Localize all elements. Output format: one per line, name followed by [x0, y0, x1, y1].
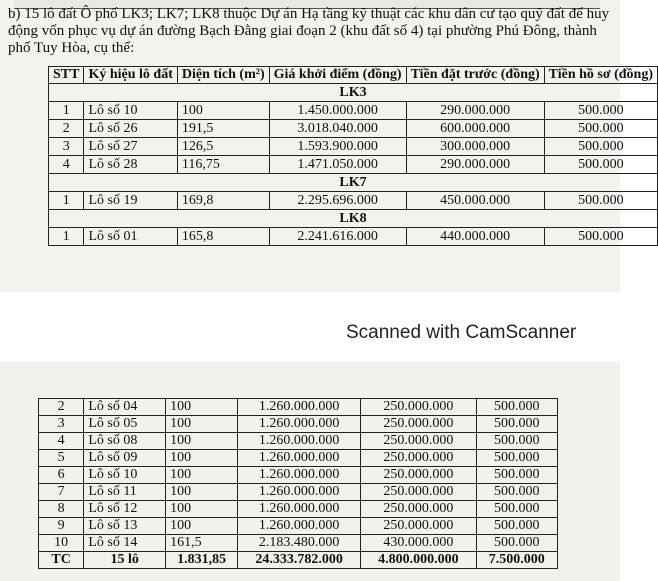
cell-lot: Lô số 13	[84, 518, 166, 535]
cell-deposit: 250.000.000	[361, 484, 476, 501]
cell-stt: 1	[49, 192, 84, 210]
cell-fee: 500.000	[544, 228, 657, 246]
cell-price: 1.260.000.000	[238, 518, 361, 535]
cell-stt: 4	[49, 156, 84, 174]
cell-lot: Lô số 14	[84, 535, 166, 552]
table-row	[39, 433, 558, 450]
cell-stt: 10	[39, 535, 84, 552]
cell-price: 1.260.000.000	[238, 484, 361, 501]
cell-area: 100	[166, 433, 238, 450]
intro-paragraph: b) 15 lô đất Ô phố LK3; LK7; LK8 thuộc Dự án Hạ tầng kỹ thuật các khu dân cư tạo quỹ đất để huy động vốn phục vụ dự án đường Bạch Đằng giai đoạn 2 (khu đất số 4) tại phường Phú Đông, thành phố Tuy Hòa, cụ thể:	[8, 6, 610, 56]
cell-area: 1.831,85	[166, 552, 238, 569]
cell-deposit: 250.000.000	[361, 433, 476, 450]
table-body	[49, 84, 658, 246]
cell-lot: Lô số 09	[84, 450, 166, 467]
table-row	[49, 156, 658, 174]
cell-deposit: 250.000.000	[361, 518, 476, 535]
cell-price: 1.471.050.000	[269, 156, 406, 174]
cell-lot: Lô số 27	[84, 138, 177, 156]
cell-fee: 500.000	[476, 433, 557, 450]
cell-deposit: 250.000.000	[361, 399, 476, 416]
cell-fee: 500.000	[544, 102, 657, 120]
table-row	[39, 484, 558, 501]
cell-area: 100	[166, 518, 238, 535]
cell-deposit: 290.000.000	[406, 156, 544, 174]
cell-area: 191,5	[177, 120, 269, 138]
cell-stt: 9	[39, 518, 84, 535]
cell-deposit: 450.000.000	[406, 192, 544, 210]
cell-fee: 500.000	[476, 399, 557, 416]
cell-deposit: 4.800.000.000	[361, 552, 476, 569]
cell-price: 1.260.000.000	[238, 416, 361, 433]
cell-price: 2.295.696.000	[269, 192, 406, 210]
cell-price: 1.260.000.000	[238, 467, 361, 484]
table-row	[39, 416, 558, 433]
cell-fee: 500.000	[544, 120, 657, 138]
cell-lot: Lô số 01	[84, 228, 177, 246]
cell-area: 100	[166, 467, 238, 484]
cell-stt: 2	[39, 399, 84, 416]
cell-area: 165,8	[177, 228, 269, 246]
total-row	[39, 552, 558, 569]
table-row	[39, 501, 558, 518]
cell-stt: 7	[39, 484, 84, 501]
cell-stt: 1	[49, 102, 84, 120]
cell-price: 1.260.000.000	[238, 450, 361, 467]
group-row	[49, 84, 658, 102]
cell-fee: 500.000	[476, 416, 557, 433]
cell-lot: Lô số 26	[84, 120, 177, 138]
header-fee: Tiền hồ sơ (đồng)	[544, 67, 657, 84]
cell-deposit: 300.000.000	[406, 138, 544, 156]
cell-price: 3.018.040.000	[269, 120, 406, 138]
cell-fee: 500.000	[476, 501, 557, 518]
cell-area: 100	[166, 399, 238, 416]
table-row	[39, 467, 558, 484]
table-header-row	[49, 67, 658, 84]
cell-stt: 6	[39, 467, 84, 484]
scan-page-bottom	[0, 362, 620, 581]
cell-area: 100	[166, 484, 238, 501]
cell-price: 24.333.782.000	[238, 552, 361, 569]
cell-stt: TC	[39, 552, 84, 569]
cell-price: 1.260.000.000	[238, 433, 361, 450]
cell-lot: Lô số 04	[84, 399, 166, 416]
cell-fee: 500.000	[476, 467, 557, 484]
lot-table-bottom	[38, 398, 558, 569]
cell-fee: 500.000	[476, 484, 557, 501]
cell-lot: 15 lô	[84, 552, 166, 569]
cell-area: 169,8	[177, 192, 269, 210]
table-row	[39, 535, 558, 552]
header-deposit: Tiền đặt trước (đồng)	[406, 67, 544, 84]
group-label: LK7	[49, 174, 658, 192]
cell-stt: 4	[39, 433, 84, 450]
cell-stt: 5	[39, 450, 84, 467]
cell-stt: 2	[49, 120, 84, 138]
cell-deposit: 600.000.000	[406, 120, 544, 138]
group-row	[49, 210, 658, 228]
cell-stt: 3	[49, 138, 84, 156]
cell-area: 100	[177, 102, 269, 120]
cell-lot: Lô số 19	[84, 192, 177, 210]
cell-price: 1.450.000.000	[269, 102, 406, 120]
watermark-text: Scanned with CamScanner	[346, 322, 577, 343]
cell-fee: 500.000	[544, 192, 657, 210]
cell-fee: 500.000	[476, 450, 557, 467]
cell-lot: Lô số 11	[84, 484, 166, 501]
table-row	[49, 228, 658, 246]
cell-lot: Lô số 08	[84, 433, 166, 450]
cell-stt: 3	[39, 416, 84, 433]
cell-fee: 7.500.000	[476, 552, 557, 569]
cell-price: 1.593.900.000	[269, 138, 406, 156]
group-label: LK8	[49, 210, 658, 228]
cell-deposit: 250.000.000	[361, 416, 476, 433]
cell-lot: Lô số 10	[84, 467, 166, 484]
cell-deposit: 250.000.000	[361, 467, 476, 484]
cell-area: 100	[166, 450, 238, 467]
cell-price: 1.260.000.000	[238, 399, 361, 416]
cell-price: 2.241.616.000	[269, 228, 406, 246]
cell-deposit: 430.000.000	[361, 535, 476, 552]
cell-deposit: 440.000.000	[406, 228, 544, 246]
cell-price: 2.183.480.000	[238, 535, 361, 552]
cell-fee: 500.000	[544, 138, 657, 156]
header-lot: Ký hiệu lô đất	[84, 67, 177, 84]
scan-page-top	[0, 0, 653, 292]
cell-deposit: 250.000.000	[361, 450, 476, 467]
table-row	[39, 518, 558, 535]
cell-deposit: 290.000.000	[406, 102, 544, 120]
cell-stt: 1	[49, 228, 84, 246]
cell-lot: Lô số 05	[84, 416, 166, 433]
cell-deposit: 250.000.000	[361, 501, 476, 518]
table-row	[49, 102, 658, 120]
table-row	[39, 399, 558, 416]
header-stt: STT	[49, 67, 84, 84]
table-body	[39, 399, 558, 569]
cell-price: 1.260.000.000	[238, 501, 361, 518]
cell-area: 161,5	[166, 535, 238, 552]
cell-lot: Lô số 28	[84, 156, 177, 174]
cell-lot: Lô số 10	[84, 102, 177, 120]
table-row	[49, 138, 658, 156]
cell-fee: 500.000	[544, 156, 657, 174]
cell-area: 116,75	[177, 156, 269, 174]
table-row	[49, 120, 658, 138]
cell-area: 100	[166, 501, 238, 518]
table-row	[49, 192, 658, 210]
cell-area: 100	[166, 416, 238, 433]
group-label: LK3	[49, 84, 658, 102]
cell-fee: 500.000	[476, 535, 557, 552]
group-row	[49, 174, 658, 192]
cell-area: 126,5	[177, 138, 269, 156]
cell-lot: Lô số 12	[84, 501, 166, 518]
cell-stt: 8	[39, 501, 84, 518]
table-row	[39, 450, 558, 467]
header-area: Diện tích (m²)	[177, 67, 269, 84]
cell-fee: 500.000	[476, 518, 557, 535]
lot-table-top	[48, 66, 658, 246]
header-price: Giá khởi điểm (đồng)	[269, 67, 406, 84]
